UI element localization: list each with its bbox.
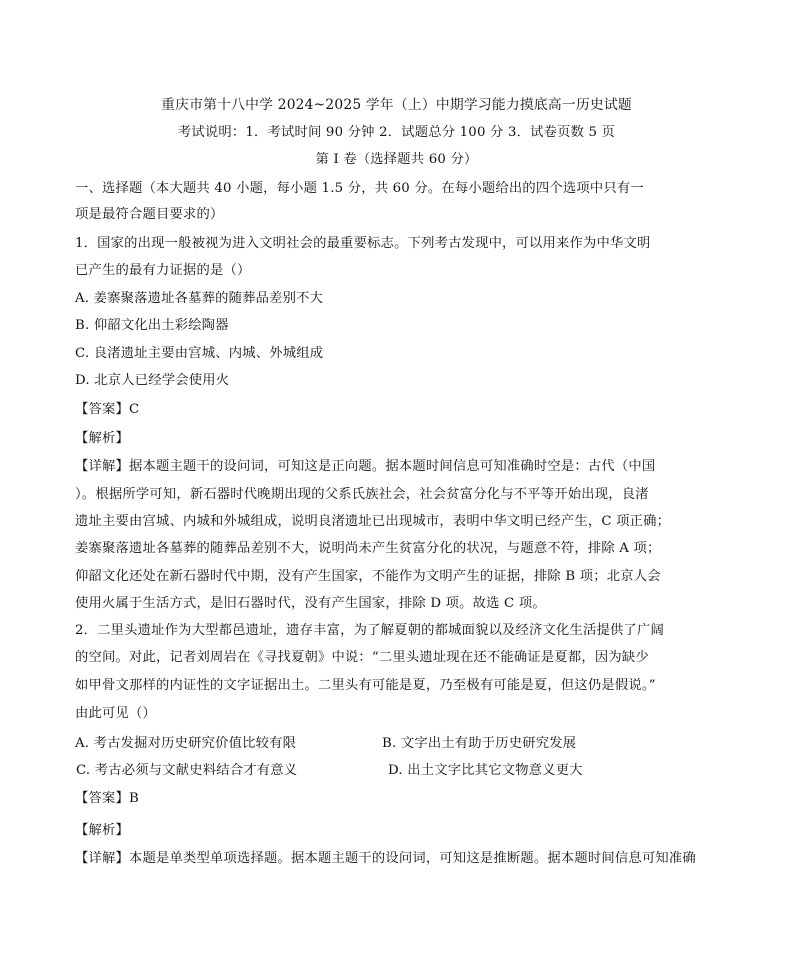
q2-stem-line-2: 的空间。对此，记者刘周岩在《寻找夏朝》中说：“二里头遗址现在还不能确证是夏都，因为缺少 bbox=[75, 650, 649, 665]
exam-title: 重庆市第十八中学 2024~2025 学年（上）中期学习能力摸底高一历史试题 bbox=[161, 97, 632, 113]
q2-stem-line-4: 由此可见（） bbox=[75, 706, 156, 721]
q2-option-d: D. 出土文字比其它文物意义更大 bbox=[388, 763, 583, 778]
q1-analysis-label: 【解析】 bbox=[75, 431, 129, 446]
q1-detail-line-1: 【详解】据本题主题干的设问词，可知这是正向题。据本题时间信息可知准确时空是：古代（中国 bbox=[75, 459, 656, 474]
q2-analysis-label: 【解析】 bbox=[75, 823, 129, 838]
q2-option-c: C. 考古必须与文献史料结合才有意义 bbox=[76, 763, 298, 778]
section-heading-line-1: 一、选择题（本大题共 40 小题，每小题 1.5 分，共 60 分。在每小题给出的四个选项中只有一 bbox=[75, 181, 644, 196]
q1-detail-line-4: 姜寨聚落遗址各墓葬的随葬品差别不大，说明尚未产生贫富分化的状况，与题意不符，排除 A 项； bbox=[75, 541, 661, 556]
q2-detail-line-1: 【详解】本题是单类型单项选择题。据本题主题干的设问词，可知这是推断题。据本题时间信息可知准确 bbox=[75, 851, 696, 866]
section-heading-line-2: 项是最符合题目要求的） bbox=[75, 207, 224, 222]
q1-detail-line-5: 仰韶文化还处在新石器时代中期，没有产生国家，不能作为文明产生的证据，排除 B 项；北京人会 bbox=[75, 569, 661, 584]
q1-option-a: A. 姜寨聚落遗址各墓葬的随葬品差别不大 bbox=[75, 291, 324, 306]
q1-stem-line-1: 1．国家的出现一般被视为进入文明社会的最重要标志。下列考古发现中，可以用来作为中华文明 bbox=[75, 236, 651, 251]
q2-option-b: B. 文字出土有助于历史研究发展 bbox=[382, 736, 577, 751]
q1-option-d: D. 北京人已经学会使用火 bbox=[75, 373, 230, 388]
q2-option-a: A. 考古发掘对历史研究价值比较有限 bbox=[75, 736, 297, 751]
q2-stem-line-3: 如甲骨文那样的内证性的文字证据出土。二里头有可能是夏，乃至极有可能是夏，但这仍是假说。” bbox=[75, 678, 656, 693]
volume-heading: 第 I 卷（选择题共 60 分） bbox=[315, 152, 478, 167]
q1-option-b: B. 仰韶文化出土彩绘陶器 bbox=[75, 318, 229, 333]
q2-stem-line-1: 2．二里头遗址作为大型都邑遗址，遗存丰富，为了解夏朝的都城面貌以及经济文化生活提供了广阔 bbox=[75, 623, 665, 638]
q1-detail-line-3: 遗址主要由宫城、内城和外城组成，说明良渚遗址已出现城市，表明中华文明已经产生，C 项正确； bbox=[75, 514, 671, 529]
exam-notes: 考试说明：1．考试时间 90 分钟 2．试题总分 100 分 3．试卷页数 5 页 bbox=[177, 125, 616, 140]
q1-option-c: C. 良渚遗址主要由宫城、内城、外城组成 bbox=[75, 346, 324, 361]
q1-answer: 【答案】C bbox=[75, 402, 140, 417]
q1-detail-line-2: ）。根据所学可知，新石器时代晚期出现的父系氏族社会，社会贫富分化与不平等开始出现，良渚 bbox=[75, 487, 649, 502]
q2-answer: 【答案】B bbox=[75, 791, 139, 806]
q1-detail-line-6: 使用火属于生活方式，是旧石器时代，没有产生国家，排除 D 项。故选 C 项。 bbox=[75, 596, 546, 611]
q1-stem-line-2: 已产生的最有力证据的是（） bbox=[75, 263, 251, 278]
